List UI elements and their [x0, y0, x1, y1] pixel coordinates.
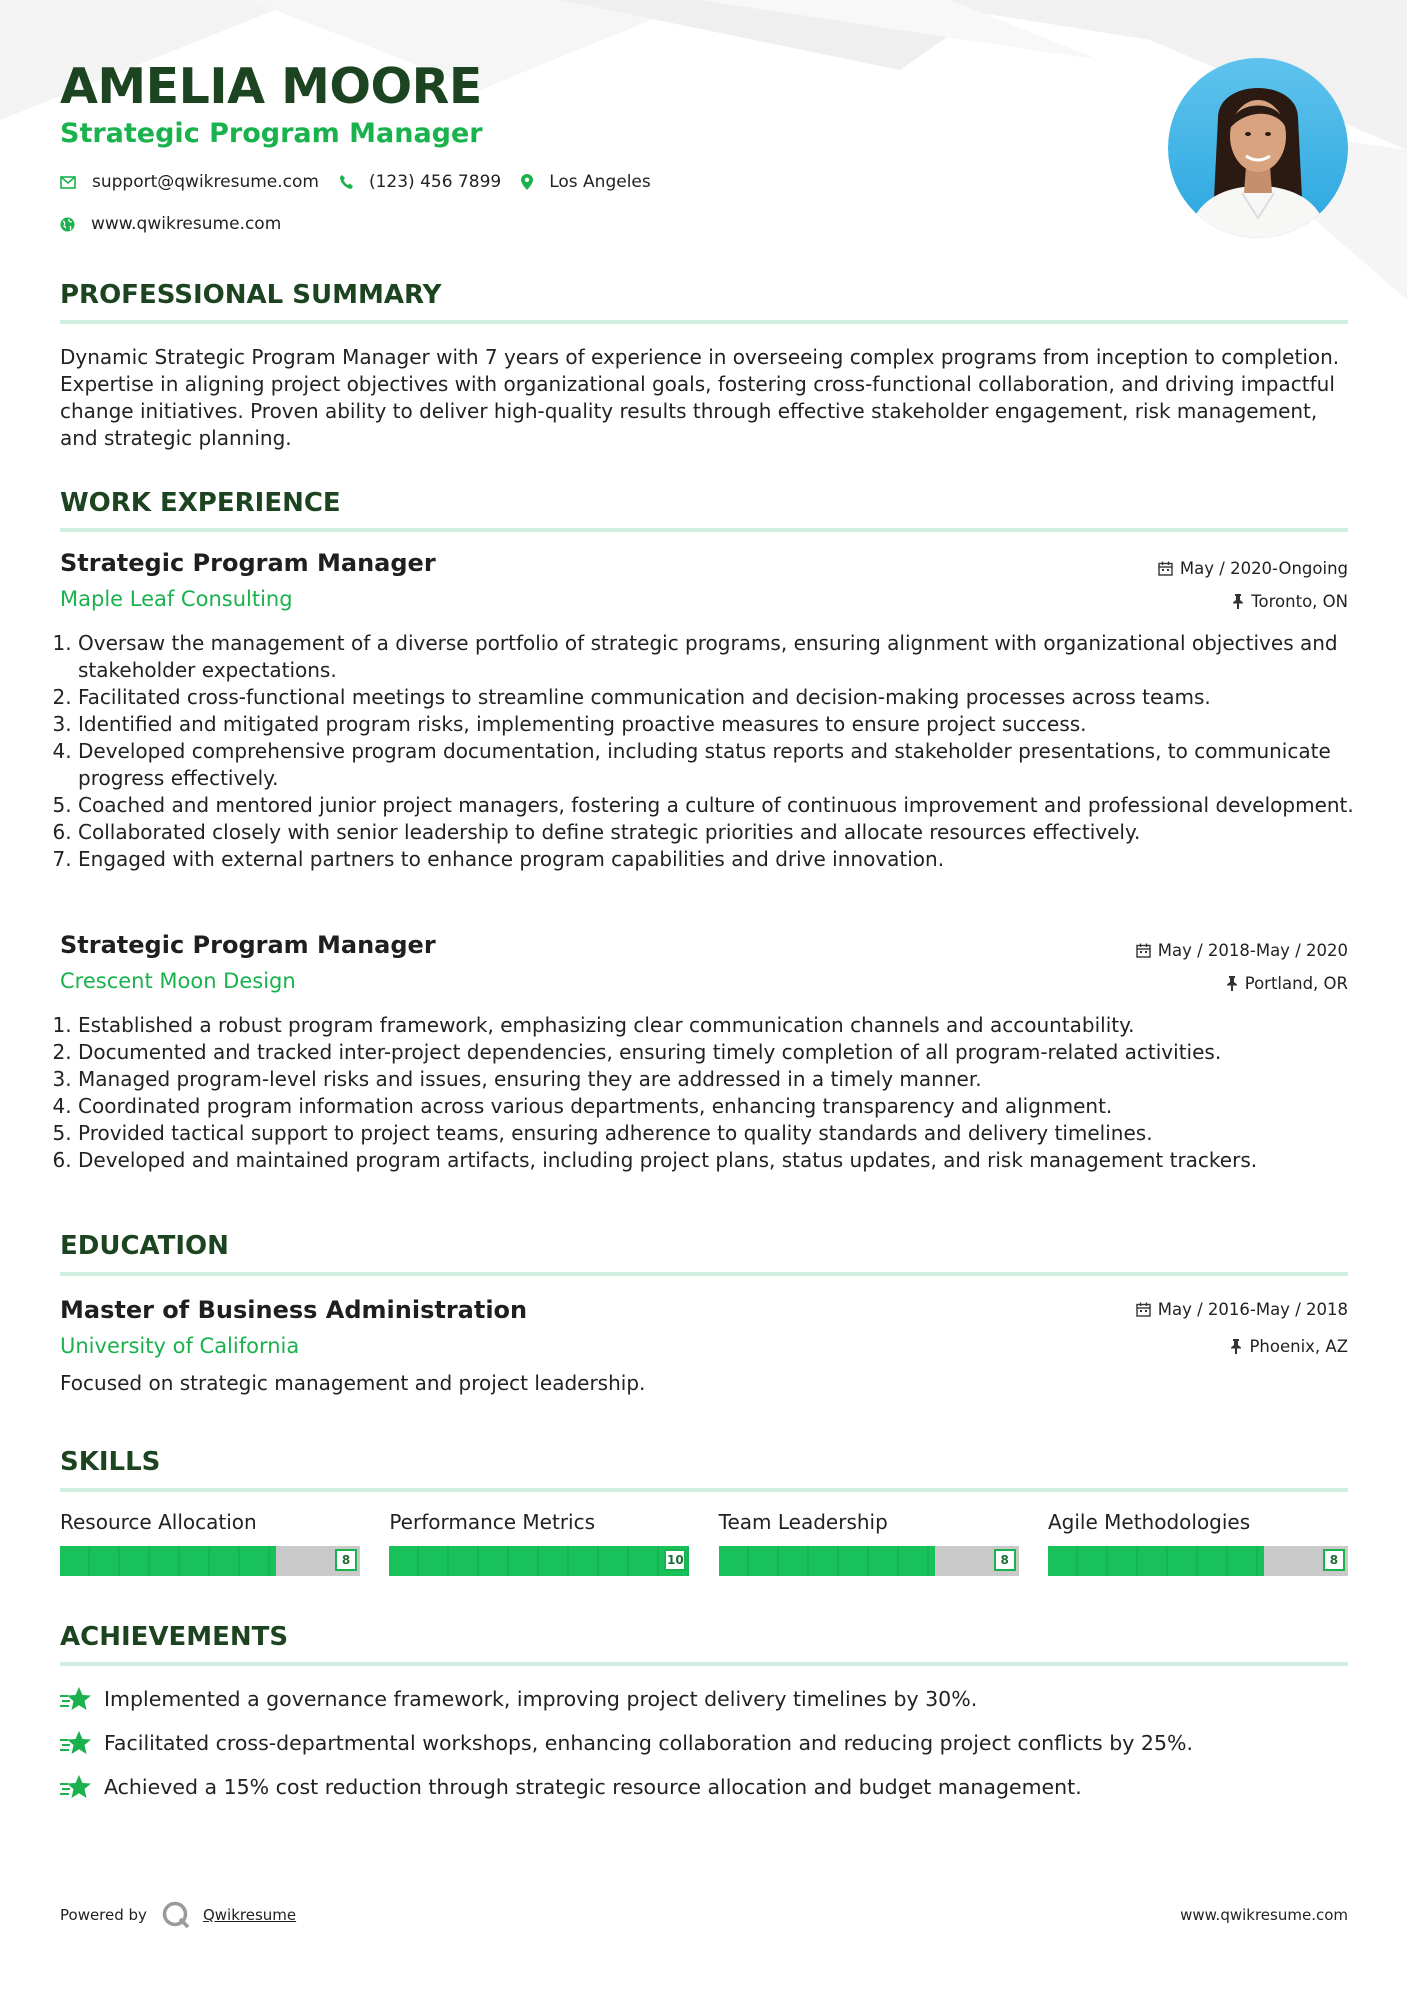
achievement-item	[60, 1774, 1082, 1800]
education-dates	[1136, 1300, 1348, 1319]
skill-item	[389, 1510, 689, 1576]
job-dates	[1136, 941, 1348, 960]
job-location	[1226, 974, 1348, 993]
list-item: 3. Identified and mitigated program risks, implementing proactive measures to ensure project success.	[78, 711, 1366, 738]
section-title-experience: WORK EXPERIENCE	[60, 488, 341, 518]
job-dates	[1158, 559, 1348, 578]
section-divider	[60, 1272, 1348, 1276]
powered-by	[60, 1900, 296, 1930]
skill-level-badge: 8	[335, 1549, 357, 1571]
candidate-name: AMELIA MOORE	[60, 58, 482, 115]
achievement-text: Facilitated cross-departmental workshops, enhancing collaboration and reducing project conflicts by 25%.	[104, 1731, 1193, 1755]
envelope-icon	[60, 176, 76, 189]
skill-level-badge: 10	[664, 1549, 686, 1571]
summary-section	[60, 280, 1348, 310]
skill-bar-fill	[60, 1546, 276, 1576]
skills-section	[60, 1447, 1348, 1477]
skill-bar-fill	[389, 1546, 689, 1576]
candidate-title: Strategic Program Manager	[60, 118, 483, 149]
footer-url[interactable]: www.qwikresume.com	[1180, 1906, 1348, 1924]
job-bullets	[60, 630, 1366, 873]
skill-bar	[60, 1546, 360, 1576]
list-item: 4. Developed comprehensive program documentation, including status reports and stakeholder presentations, to communicate progress effectively.	[78, 738, 1366, 792]
education-body	[60, 1370, 1348, 1397]
skill-name: Resource Allocation	[60, 1510, 257, 1534]
qwikresume-logo-icon	[161, 1900, 191, 1930]
job-location	[1232, 592, 1348, 611]
job-company: Crescent Moon Design	[60, 969, 296, 993]
contact-row-2	[60, 214, 301, 234]
email-text: support@qwikresume.com	[92, 172, 319, 192]
phone-text: (123) 456 7899	[368, 172, 502, 192]
list-item: 7. Engaged with external partners to enhance program capabilities and drive innovation.	[78, 846, 1366, 873]
section-divider	[60, 528, 1348, 532]
contact-location	[521, 172, 651, 192]
contact-phone[interactable]	[339, 172, 501, 192]
skill-bar	[389, 1546, 689, 1576]
calendar-icon	[1136, 1302, 1151, 1317]
list-item: 6. Collaborated closely with senior leadership to define strategic priorities and allocate resources effectively.	[78, 819, 1366, 846]
achievement-text: Achieved a 15% cost reduction through strategic resource allocation and budget management.	[104, 1775, 1082, 1799]
list-item: 1. Established a robust program framework, emphasizing clear communication channels and accountability.	[78, 1012, 1366, 1039]
star-icon	[60, 1730, 92, 1756]
skill-name: Agile Methodologies	[1047, 1510, 1251, 1534]
skills-grid	[60, 1510, 1348, 1576]
achievement-item	[60, 1730, 1193, 1756]
section-divider	[60, 1662, 1348, 1666]
pushpin-icon	[1226, 976, 1238, 991]
education-dates-text: May / 2016-May / 2018	[1157, 1300, 1348, 1319]
job-bullets	[60, 1012, 1366, 1174]
skill-bar	[719, 1546, 1019, 1576]
skill-bar	[1048, 1546, 1348, 1576]
job-location-text: Portland, OR	[1244, 974, 1348, 993]
star-icon	[60, 1774, 92, 1800]
job-title: Strategic Program Manager	[60, 549, 436, 577]
contact-email[interactable]	[60, 172, 319, 192]
job-dates-text: May / 2018-May / 2020	[1157, 941, 1348, 960]
skill-level-badge: 8	[994, 1549, 1016, 1571]
list-item: 4. Coordinated program information across various departments, enhancing transparency and alignment.	[78, 1093, 1366, 1120]
contact-row	[60, 172, 671, 192]
section-title-summary: PROFESSIONAL SUMMARY	[60, 280, 442, 310]
summary-text: Dynamic Strategic Program Manager with 7 years of experience in overseeing complex programs from inception to completion. Expertise in aligning project objectives with organizational goals, fostering cross-functional collaboration, and driving impactful change initiatives. Proven ability to deliver high-quality results through effective stakeholder engagement, risk management, and strategic planning.	[60, 345, 1340, 450]
calendar-icon	[1158, 561, 1173, 576]
list-item: 3. Managed program-level risks and issues, ensuring they are addressed in a timely manner.	[78, 1066, 1366, 1093]
job-location-text: Toronto, ON	[1251, 592, 1348, 611]
education-section	[60, 1231, 1348, 1261]
list-item: 6. Developed and maintained program artifacts, including project plans, status updates, and risk management trackers.	[78, 1147, 1366, 1174]
qwikresume-link[interactable]: Qwikresume	[202, 1906, 297, 1924]
section-divider	[60, 1488, 1348, 1492]
list-item: 5. Provided tactical support to project teams, ensuring adherence to quality standards and delivery timelines.	[78, 1120, 1366, 1147]
skill-level-badge: 8	[1323, 1549, 1345, 1571]
education-location	[1230, 1337, 1348, 1356]
website-text: www.qwikresume.com	[91, 214, 282, 234]
job-dates-text: May / 2020-Ongoing	[1179, 559, 1348, 578]
skill-name: Performance Metrics	[389, 1510, 596, 1534]
education-description: Focused on strategic management and project leadership.	[60, 1371, 646, 1395]
location-text: Los Angeles	[549, 172, 651, 192]
achievements-section	[60, 1622, 1348, 1652]
list-item: 2. Facilitated cross-functional meetings to streamline communication and decision-making processes across teams.	[78, 684, 1366, 711]
education-location-text: Phoenix, AZ	[1249, 1337, 1348, 1356]
map-pin-icon	[521, 174, 533, 190]
list-item: 1. Oversaw the management of a diverse portfolio of strategic programs, ensuring alignment with organizational objectives and stakeholder expectations.	[78, 630, 1366, 684]
avatar	[1168, 58, 1348, 238]
skill-item	[1048, 1510, 1348, 1576]
achievement-item	[60, 1686, 977, 1712]
skill-item	[60, 1510, 360, 1576]
phone-icon	[339, 174, 353, 190]
contact-website[interactable]	[60, 214, 281, 234]
degree-title: Master of Business Administration	[60, 1296, 528, 1324]
job-company: Maple Leaf Consulting	[60, 587, 293, 611]
job-title: Strategic Program Manager	[60, 931, 436, 959]
list-item: 2. Documented and tracked inter-project dependencies, ensuring timely completion of all program-related activities.	[78, 1039, 1366, 1066]
summary-body	[60, 344, 1348, 452]
calendar-icon	[1136, 943, 1151, 958]
pushpin-icon	[1230, 1339, 1242, 1354]
globe-icon	[60, 217, 75, 232]
section-title-skills: SKILLS	[60, 1447, 161, 1477]
star-icon	[60, 1686, 92, 1712]
achievement-text: Implemented a governance framework, improving project delivery timelines by 30%.	[104, 1687, 978, 1711]
section-title-achievements: ACHIEVEMENTS	[60, 1622, 289, 1652]
pushpin-icon	[1232, 594, 1244, 609]
experience-section	[60, 488, 1348, 518]
skill-item	[719, 1510, 1019, 1576]
skill-bar-fill	[1048, 1546, 1264, 1576]
skill-name: Team Leadership	[718, 1510, 888, 1534]
footer	[60, 1900, 1348, 1930]
section-title-education: EDUCATION	[60, 1231, 229, 1261]
school-name: University of California	[60, 1334, 300, 1358]
list-item: 5. Coached and mentored junior project managers, fostering a culture of continuous improvement and professional development.	[78, 792, 1366, 819]
powered-by-label: Powered by	[60, 1906, 147, 1924]
section-divider	[60, 320, 1348, 324]
profile-photo	[1168, 58, 1348, 238]
skill-bar-fill	[719, 1546, 935, 1576]
